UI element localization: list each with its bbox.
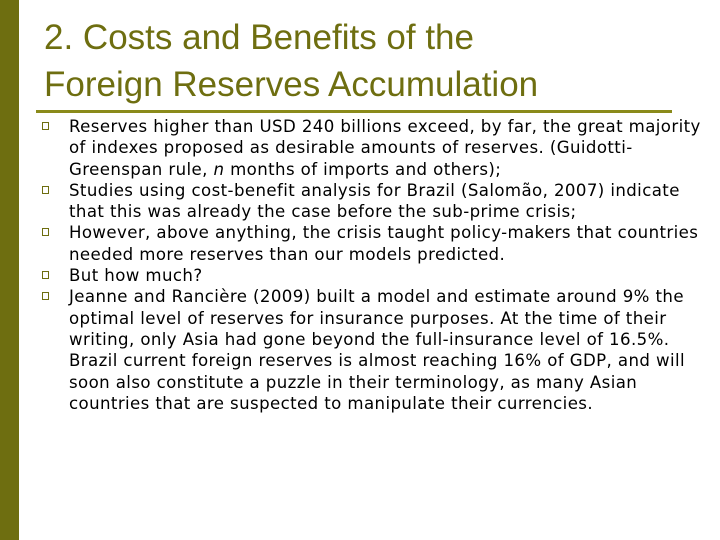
bullet-item [42,180,714,223]
bullet-list [42,116,714,414]
title-underline [36,110,672,113]
side-accent-bar [0,0,19,540]
bullet-item [42,265,714,286]
bullet-text-part: Reserves higher than USD 240 billions exceed, by far, the great majority of indexes proposed as desirable amounts of reserves. (Guidotti-Greenspan rule, [69,117,701,179]
bullet-text: Jeanne and Rancière (2009) built a model and estimate around 9% the optimal level of reserves for insurance purposes. At the time of their writing, only Asia had gone beyond the full-insurance level of 16.5%. Brazil current foreign reserves is almost reaching 16% of GDP, and will soon also constitute a puzzle in their terminology, as many Asian countries that are suspected to manipulate their currencies. [69,287,685,413]
bullet-text-part: months of imports and others); [224,159,502,179]
bullet-text: However, above anything, the crisis taught policy-makers that countries needed more reserves than our models predicted. [69,223,699,264]
square-bullet-icon [42,228,49,236]
bullet-text-italic: n [213,159,225,179]
slide-title [44,14,704,108]
square-bullet-icon [42,122,49,130]
bullet-text: Studies using cost-benefit analysis for Brazil (Salomão, 2007) indicate that this was already the case before the sub-prime crisis; [69,180,680,222]
bullet-text: But how much? [69,266,203,286]
bullet-item [42,222,714,265]
square-bullet-icon [42,292,49,300]
square-bullet-icon [42,271,49,279]
bullet-text [69,117,701,179]
title-line-1: 2. Costs and Benefits of the [44,18,474,57]
bullet-item [42,286,714,414]
bullet-item [42,116,714,180]
title-line-2: Foreign Reserves Accumulation [44,65,539,104]
square-bullet-icon [42,186,49,194]
